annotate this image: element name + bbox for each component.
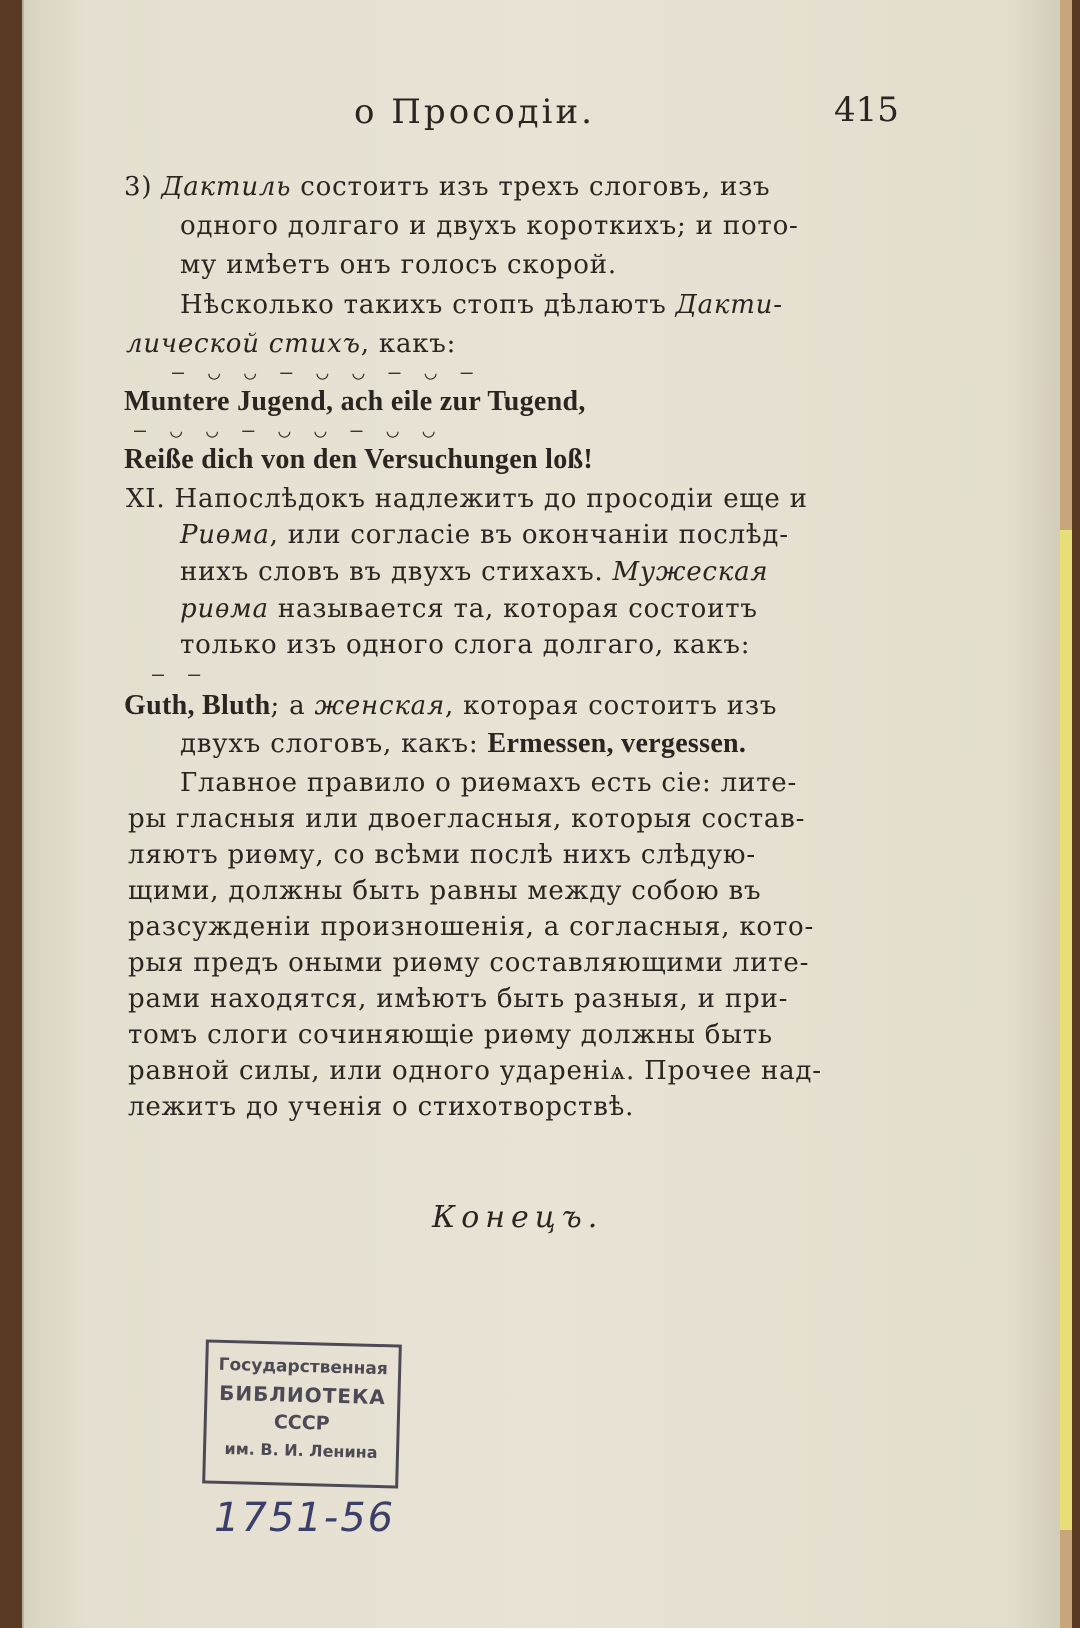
text-line (126, 484, 808, 514)
italic-term: Риѳма (180, 520, 270, 550)
text-segment: нихъ словъ въ двухъ стихахъ. (180, 557, 613, 587)
german-text: Guth, Bluth (124, 690, 271, 721)
text-segment: Главное правило о риѳмахъ есть сіе: лите- (180, 768, 798, 798)
text-line (180, 520, 789, 550)
text-line (180, 557, 768, 587)
text-line (124, 444, 593, 476)
german-text: Muntere Jugend, ach eile zur Tugend, (124, 386, 586, 417)
meter-marks: — ◡ ◡ — ◡ ◡ — ◡ ◡ (134, 418, 441, 442)
german-text: Reiße dich von den Versuchungen loß! (124, 444, 594, 475)
bookmark-strip (1060, 530, 1072, 1530)
text-segment: рыя предъ оными риѳму составляющими лите- (128, 948, 810, 978)
text-segment: щими, должны быть равны между собою въ (128, 876, 762, 906)
text-segment: му имѣетъ онъ голосъ скорой. (180, 250, 617, 280)
text-segment: двухъ слоговъ, какъ: (180, 729, 488, 759)
text-segment: , или согласіе въ окончаніи послѣд- (269, 520, 789, 550)
text-line (180, 250, 617, 280)
text-segment: ; а (270, 691, 315, 721)
text-line (128, 984, 788, 1014)
stamp-line: СССР (273, 1411, 330, 1435)
text-line (128, 1092, 634, 1122)
stamp-line: БИБЛИОТЕКА (218, 1380, 387, 1410)
italic-term: Дакти- (675, 290, 783, 320)
italic-term: риѳма (180, 594, 269, 624)
text-segment: называется та, которая состоитъ (268, 594, 758, 624)
end-word: Конецъ. (432, 1200, 604, 1235)
text-line (180, 630, 750, 660)
running-header: о Просодіи. (354, 92, 595, 132)
text-line (180, 290, 783, 320)
text-line (128, 948, 809, 978)
text-segment: 3) (124, 172, 162, 202)
text-segment: XI. Напослѣдокъ надлежитъ до просодіи еще и (126, 484, 808, 514)
italic-term: женская (314, 691, 445, 721)
text-line (128, 1056, 822, 1086)
italic-term: Мужеская (612, 557, 769, 587)
text-segment: , какъ: (360, 329, 457, 359)
text-segment: одного долгаго и двухъ короткихъ; и пото- (180, 211, 799, 241)
meter-marks: — — (152, 662, 207, 686)
text-line (128, 876, 761, 906)
text-line (128, 804, 805, 834)
text-line (180, 594, 758, 624)
text-line (128, 912, 814, 942)
text-segment: рами находятся, имѣютъ быть разныя, и при- (128, 984, 789, 1014)
handwritten-shelfmark: 1751-56 (214, 1495, 396, 1541)
text-segment: лежитъ до ученія о стихотворствѣ. (128, 1092, 635, 1122)
text-line (124, 172, 770, 202)
meter-marks: — ◡ ◡ — ◡ ◡ — ◡ — (172, 360, 479, 384)
text-segment: ляютъ риѳму, со всѣми послѣ нихъ слѣдую- (128, 840, 756, 870)
italic-term: Дактиль (161, 172, 292, 202)
german-text: Ermessen, vergessen. (487, 728, 747, 759)
text-line (124, 690, 777, 722)
text-line (180, 728, 746, 760)
italic-term: лической стихъ (126, 329, 361, 359)
book-page (22, 0, 1072, 1628)
text-segment: томъ слоги сочиняющіе риѳму должны быть (128, 1020, 773, 1050)
text-segment: , которая состоитъ изъ (444, 691, 778, 721)
text-segment: Нѣсколько такихъ стопъ дѣлаютъ (180, 290, 676, 320)
text-line (126, 329, 456, 359)
text-segment: ры гласныя или двоегласныя, которыя состав- (128, 804, 806, 834)
text-line (128, 1020, 773, 1050)
text-line (128, 840, 756, 870)
stamp-line: им. В. И. Ленина (224, 1438, 378, 1462)
text-line (124, 386, 586, 418)
text-segment: состоитъ изъ трехъ слоговъ, изъ (291, 172, 771, 202)
text-line (180, 768, 797, 798)
stamp-line: Государственная (218, 1354, 389, 1380)
text-line (180, 211, 799, 241)
text-segment: равной силы, или одного удареніѧ. Прочее над- (128, 1056, 822, 1086)
library-stamp (202, 1339, 402, 1488)
page-number: 415 (834, 90, 899, 130)
text-segment: разсужденіи произношенія, а согласныя, кото- (128, 912, 815, 942)
text-segment: только изъ одного слога долгаго, какъ: (180, 630, 751, 660)
